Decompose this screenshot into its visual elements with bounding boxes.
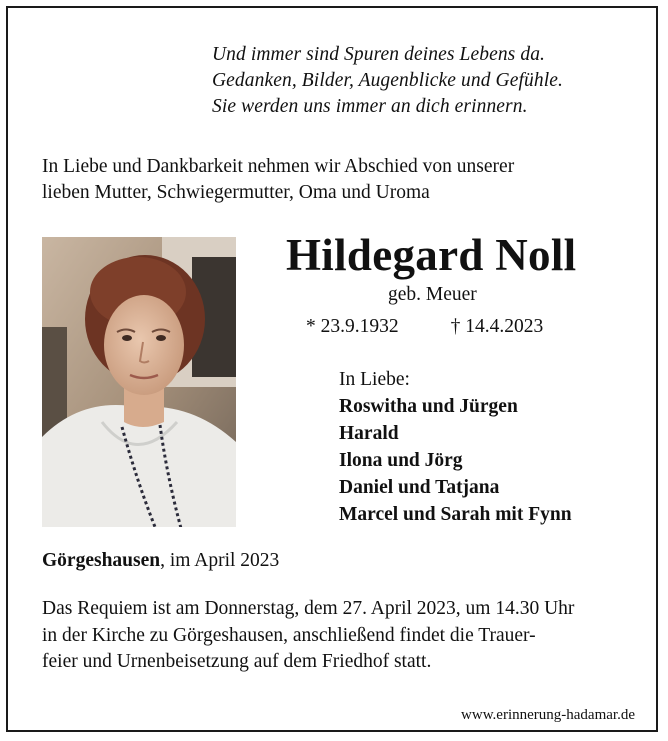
place-town: Görgeshausen bbox=[42, 550, 161, 571]
family-member: Ilona und Jörg bbox=[339, 450, 463, 471]
family-member: Roswitha und Jürgen bbox=[339, 396, 518, 417]
quote-line: Gedanken, Bilder, Augenblicke und Gefühle. bbox=[212, 70, 563, 91]
quote-line: Und immer sind Spuren deines Lebens da. bbox=[212, 44, 546, 65]
intro-line: lieben Mutter, Schwiegermutter, Oma und Uroma bbox=[42, 182, 430, 203]
deceased-name: Hildegard Noll bbox=[286, 230, 577, 280]
requiem-line: feier und Urnenbeisetzung auf dem Friedhof statt. bbox=[42, 651, 432, 672]
life-dates bbox=[306, 316, 543, 338]
birth-date: * 23.9.1932 bbox=[306, 316, 399, 337]
footer-url: www.erinnerung-hadamar.de bbox=[461, 707, 635, 723]
portrait-photo bbox=[42, 237, 236, 527]
death-date: † 14.4.2023 bbox=[450, 316, 544, 337]
family-list bbox=[339, 366, 572, 528]
requiem-line: Das Requiem ist am Donnerstag, dem 27. April 2023, um 14.30 Uhr bbox=[42, 598, 575, 619]
memorial-quote bbox=[212, 42, 563, 120]
family-member: Marcel und Sarah mit Fynn bbox=[339, 504, 572, 525]
requiem-line: in der Kirche zu Görgeshausen, anschließend findet die Trauer- bbox=[42, 624, 536, 646]
intro-line: In Liebe und Dankbarkeit nehmen wir Abschied von unserer bbox=[42, 156, 515, 177]
maiden-name: geb. Meuer bbox=[388, 284, 477, 305]
family-member: Harald bbox=[339, 423, 399, 444]
family-label: In Liebe: bbox=[339, 369, 410, 390]
place-date: , im April 2023 bbox=[160, 550, 280, 571]
requiem-notice bbox=[42, 596, 574, 676]
intro-text bbox=[42, 154, 514, 206]
quote-line: Sie werden uns immer an dich erinnern. bbox=[212, 96, 528, 117]
portrait-image bbox=[42, 237, 236, 527]
place-date-line bbox=[42, 550, 279, 572]
obituary-frame bbox=[6, 6, 658, 732]
family-member: Daniel und Tatjana bbox=[339, 477, 500, 498]
